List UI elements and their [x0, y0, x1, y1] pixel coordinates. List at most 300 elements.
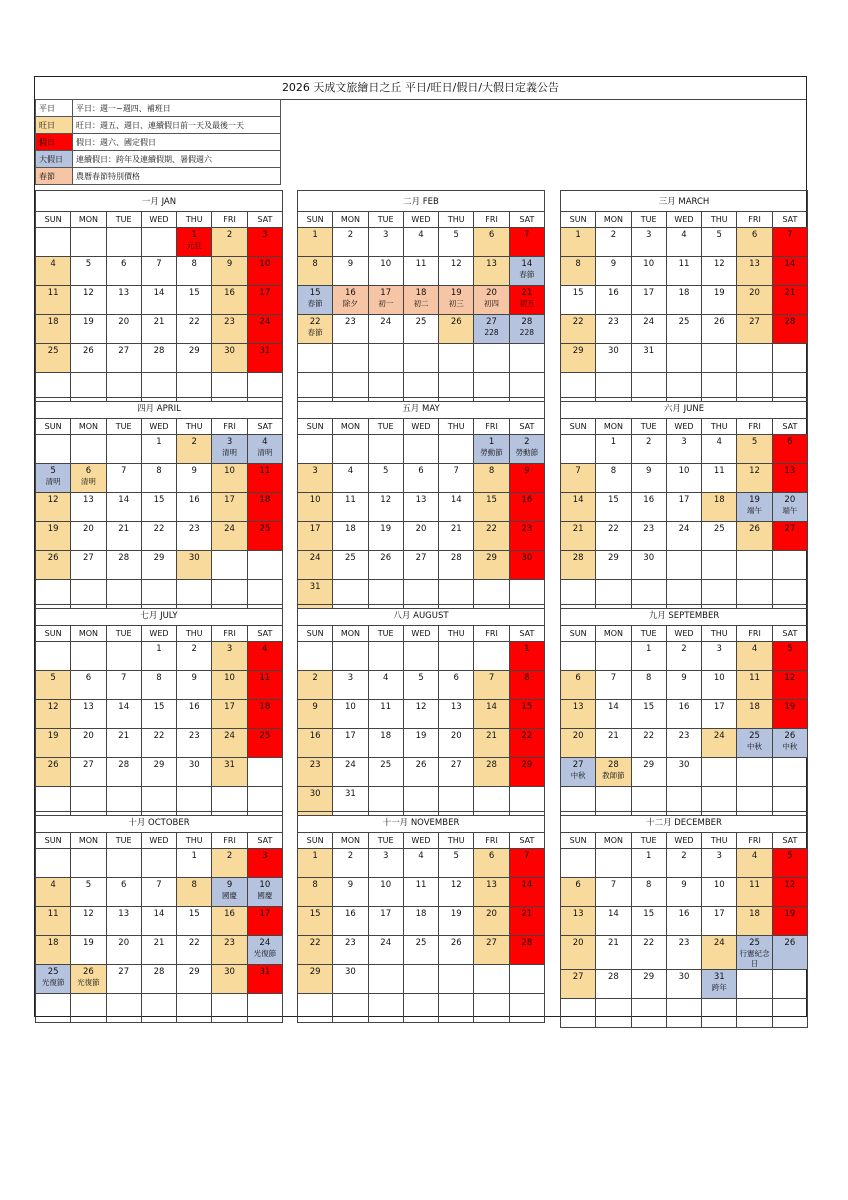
day-number: 12	[784, 880, 796, 890]
weekday-header: WED	[403, 419, 438, 435]
day-cell	[71, 965, 106, 994]
day-cell	[702, 228, 737, 257]
weekday-header: TUE	[631, 419, 666, 435]
day-number: 3	[716, 851, 722, 861]
day-cell	[631, 849, 666, 878]
day-cell	[71, 551, 106, 580]
month-title: 七月 JULY	[36, 605, 283, 626]
day-cell	[177, 257, 212, 286]
day-cell	[403, 936, 438, 965]
day-cell	[772, 257, 807, 286]
day-cell	[333, 907, 368, 936]
day-note: 初三	[448, 299, 464, 308]
day-cell	[333, 522, 368, 551]
weekday-header: WED	[141, 419, 176, 435]
day-number: 7	[787, 230, 793, 240]
day-cell	[772, 700, 807, 729]
month-title-row	[298, 398, 545, 419]
day-cell	[177, 878, 212, 907]
day-cell	[596, 758, 631, 787]
day-cell	[177, 849, 212, 878]
day-number: 21	[153, 317, 165, 327]
legend-row	[36, 168, 281, 185]
day-cell	[212, 464, 247, 493]
month-calendar	[297, 190, 545, 402]
day-number: 29	[643, 760, 655, 770]
day-cell	[509, 849, 544, 878]
weekday-header: THU	[439, 419, 474, 435]
month-title-row	[298, 605, 545, 626]
day-number: 19	[450, 288, 462, 298]
weekday-header: SUN	[561, 419, 596, 435]
day-number: 3	[382, 230, 389, 240]
day-cell	[439, 758, 474, 787]
day-cell	[247, 936, 282, 965]
month-calendar	[35, 190, 283, 402]
day-number: 1	[312, 230, 318, 240]
day-number: 16	[521, 495, 533, 505]
legend-label: 平日	[36, 100, 73, 117]
day-cell	[141, 344, 176, 373]
day-number: 6	[575, 673, 581, 683]
weekday-header: TUE	[106, 626, 141, 642]
day-cell	[561, 700, 596, 729]
day-number: 22	[608, 524, 619, 534]
weekday-header: MON	[71, 212, 106, 228]
week-row	[298, 315, 545, 344]
day-cell	[631, 642, 666, 671]
day-number: 12	[83, 288, 94, 298]
day-cell	[561, 729, 596, 758]
day-number: 28	[153, 346, 165, 356]
day-number: 8	[191, 880, 197, 890]
day-cell	[177, 758, 212, 787]
day-cell	[772, 315, 807, 344]
weekday-header-row	[298, 419, 545, 435]
day-cell	[333, 228, 368, 257]
day-cell	[737, 970, 772, 999]
day-number: 31	[309, 582, 321, 592]
day-number: 27	[486, 317, 497, 327]
day-cell	[702, 671, 737, 700]
day-cell	[177, 642, 212, 671]
day-number: 31	[259, 346, 271, 356]
day-cell	[247, 907, 282, 936]
weekday-header: SAT	[772, 833, 807, 849]
day-number: 20	[83, 731, 94, 741]
day-number: 10	[345, 702, 356, 712]
day-number: 3	[382, 851, 389, 861]
day-number: 23	[678, 938, 690, 948]
day-cell	[666, 315, 701, 344]
day-cell	[212, 493, 247, 522]
legend-desc: 連續假日：跨年及連續假期、暑假週六	[73, 151, 281, 168]
day-cell	[666, 878, 701, 907]
day-number: 9	[681, 880, 687, 890]
day-note: 光復節	[77, 978, 100, 987]
day-number: 2	[347, 230, 354, 240]
day-cell	[36, 671, 71, 700]
day-cell	[333, 257, 368, 286]
day-number: 27	[83, 553, 94, 563]
day-number: 24	[643, 317, 655, 327]
day-number: 2	[191, 437, 197, 447]
day-cell	[247, 700, 282, 729]
week-row	[36, 700, 283, 729]
day-number: 25	[380, 760, 392, 770]
day-number: 16	[678, 909, 690, 919]
day-cell	[702, 999, 737, 1028]
day-cell	[333, 493, 368, 522]
day-cell	[561, 435, 596, 464]
day-number: 14	[608, 909, 619, 919]
week-row	[561, 464, 808, 493]
day-number: 5	[50, 673, 56, 683]
day-cell	[141, 464, 176, 493]
day-cell	[212, 286, 247, 315]
day-number: 18	[47, 938, 59, 948]
day-cell	[36, 849, 71, 878]
day-number: 2	[524, 437, 530, 447]
day-number: 4	[262, 644, 268, 654]
day-cell	[36, 522, 71, 551]
day-cell	[666, 970, 701, 999]
day-number: 27	[118, 967, 130, 977]
day-note: 教師節	[602, 771, 625, 780]
day-cell	[368, 435, 403, 464]
day-cell	[71, 700, 106, 729]
day-cell	[36, 965, 71, 994]
day-cell	[737, 729, 772, 758]
day-cell	[141, 671, 176, 700]
day-number: 12	[380, 495, 392, 505]
day-number: 4	[347, 466, 354, 476]
day-number: 6	[85, 466, 92, 476]
legend-row	[36, 151, 281, 168]
day-number: 29	[643, 972, 655, 982]
day-number: 13	[784, 466, 796, 476]
day-cell	[177, 965, 212, 994]
week-row	[36, 729, 283, 758]
week-row	[298, 551, 545, 580]
day-cell	[141, 257, 176, 286]
day-cell	[596, 970, 631, 999]
month-calendar	[560, 604, 808, 816]
day-cell	[596, 464, 631, 493]
day-number: 23	[345, 938, 356, 948]
day-number: 16	[188, 495, 200, 505]
day-cell	[368, 758, 403, 787]
day-cell	[177, 936, 212, 965]
day-cell	[772, 671, 807, 700]
day-cell	[439, 522, 474, 551]
day-cell	[298, 315, 333, 344]
day-number: 5	[50, 466, 56, 476]
day-cell	[737, 758, 772, 787]
day-cell	[141, 907, 176, 936]
day-number: 8	[312, 259, 318, 269]
day-number: 15	[153, 495, 165, 505]
day-cell	[177, 700, 212, 729]
weekday-header: MON	[71, 419, 106, 435]
day-cell	[772, 493, 807, 522]
day-cell	[596, 522, 631, 551]
day-cell	[212, 435, 247, 464]
day-cell	[474, 493, 509, 522]
day-cell	[212, 671, 247, 700]
day-number: 8	[645, 673, 652, 683]
day-number: 18	[415, 909, 427, 919]
day-cell	[474, 936, 509, 965]
day-number: 24	[259, 317, 271, 327]
weekday-header-row	[36, 626, 283, 642]
day-number: 1	[312, 851, 318, 861]
day-cell	[439, 493, 474, 522]
day-cell	[666, 522, 701, 551]
day-cell	[439, 700, 474, 729]
day-cell	[666, 257, 701, 286]
day-cell	[737, 671, 772, 700]
day-number: 25	[47, 346, 59, 356]
day-cell	[737, 642, 772, 671]
day-number: 13	[749, 259, 760, 269]
day-number: 16	[643, 495, 655, 505]
day-number: 15	[643, 909, 655, 919]
day-cell	[474, 729, 509, 758]
day-number: 19	[47, 524, 59, 534]
week-row	[561, 642, 808, 671]
day-cell	[403, 849, 438, 878]
day-cell	[298, 286, 333, 315]
weekday-header: WED	[666, 626, 701, 642]
day-number: 27	[572, 972, 584, 982]
day-number: 16	[309, 731, 321, 741]
day-cell	[772, 435, 807, 464]
day-cell	[737, 228, 772, 257]
weekday-header: FRI	[212, 833, 247, 849]
day-cell	[106, 849, 141, 878]
weekday-header: SAT	[509, 626, 544, 642]
day-cell	[298, 522, 333, 551]
day-cell	[36, 228, 71, 257]
day-note: 跨年	[711, 983, 727, 992]
day-cell	[177, 671, 212, 700]
day-number: 17	[224, 495, 235, 505]
month-title: 八月 AUGUST	[298, 605, 545, 626]
day-number: 27	[784, 524, 796, 534]
weekday-header: MON	[596, 626, 631, 642]
day-cell	[333, 878, 368, 907]
day-cell	[177, 522, 212, 551]
day-number: 12	[784, 673, 796, 683]
day-number: 22	[572, 317, 584, 327]
day-cell	[177, 493, 212, 522]
day-cell	[71, 729, 106, 758]
day-number: 22	[188, 938, 200, 948]
day-number: 17	[678, 495, 690, 505]
day-cell	[177, 907, 212, 936]
week-row	[298, 671, 545, 700]
day-cell	[702, 435, 737, 464]
day-cell	[666, 671, 701, 700]
day-number: 20	[572, 731, 584, 741]
day-number: 17	[643, 288, 655, 298]
day-number: 13	[415, 495, 427, 505]
legend-desc: 農曆春節特別價格	[73, 168, 281, 185]
day-number: 28	[784, 317, 796, 327]
day-number: 13	[486, 259, 497, 269]
day-cell	[737, 464, 772, 493]
week-row	[561, 522, 808, 551]
day-number: 15	[153, 702, 165, 712]
day-number: 25	[713, 524, 725, 534]
day-number: 28	[521, 317, 533, 327]
day-number: 4	[50, 259, 56, 269]
weekday-header: SAT	[509, 833, 544, 849]
week-row	[298, 849, 545, 878]
week-row	[561, 907, 808, 936]
day-note: 端午	[747, 506, 763, 515]
day-note: 勞動節	[480, 448, 503, 457]
day-cell	[737, 999, 772, 1028]
day-cell	[737, 286, 772, 315]
day-number: 6	[488, 230, 495, 240]
day-cell	[737, 849, 772, 878]
day-cell	[439, 671, 474, 700]
day-number: 24	[224, 731, 235, 741]
day-number: 3	[716, 644, 722, 654]
day-number: 20	[415, 524, 427, 534]
week-row	[36, 907, 283, 936]
day-number: 9	[312, 702, 318, 712]
day-cell	[247, 493, 282, 522]
day-cell	[702, 758, 737, 787]
week-row	[36, 965, 283, 994]
day-cell	[474, 878, 509, 907]
day-cell	[106, 228, 141, 257]
day-cell	[36, 257, 71, 286]
day-number: 25	[415, 317, 427, 327]
day-number: 23	[345, 317, 356, 327]
weekday-header: THU	[439, 626, 474, 642]
day-cell	[702, 286, 737, 315]
day-cell	[666, 493, 701, 522]
day-cell	[298, 551, 333, 580]
day-cell	[298, 994, 333, 1023]
day-number: 9	[226, 880, 233, 890]
day-cell	[631, 522, 666, 551]
day-cell	[561, 228, 596, 257]
day-number: 30	[224, 346, 235, 356]
day-cell	[561, 257, 596, 286]
day-cell	[36, 700, 71, 729]
day-cell	[439, 642, 474, 671]
day-cell	[631, 671, 666, 700]
day-cell	[333, 700, 368, 729]
day-cell	[298, 228, 333, 257]
day-cell	[212, 257, 247, 286]
day-cell	[631, 729, 666, 758]
day-number: 18	[713, 495, 725, 505]
week-row	[298, 965, 545, 994]
day-cell	[36, 435, 71, 464]
day-number: 14	[118, 702, 130, 712]
week-row	[298, 286, 545, 315]
day-number: 3	[681, 437, 687, 447]
day-cell	[772, 970, 807, 999]
day-cell	[36, 936, 71, 965]
day-cell	[403, 464, 438, 493]
day-number: 29	[188, 346, 200, 356]
week-row	[36, 671, 283, 700]
day-number: 30	[643, 553, 655, 563]
day-number: 19	[784, 909, 796, 919]
day-cell	[141, 878, 176, 907]
day-cell	[141, 642, 176, 671]
day-number: 24	[224, 524, 235, 534]
day-cell	[141, 700, 176, 729]
day-number: 24	[345, 760, 356, 770]
day-cell	[509, 700, 544, 729]
month-title: 六月 JUNE	[561, 398, 808, 419]
day-number: 30	[224, 967, 235, 977]
day-note: 春節	[307, 328, 323, 337]
day-cell	[106, 464, 141, 493]
day-cell	[596, 849, 631, 878]
day-number: 13	[572, 702, 584, 712]
weekday-header: SAT	[509, 212, 544, 228]
day-number: 30	[345, 967, 356, 977]
day-cell	[702, 551, 737, 580]
day-cell	[298, 671, 333, 700]
day-number: 24	[713, 938, 725, 948]
day-note: 中秋	[747, 742, 763, 751]
weekday-header: SUN	[298, 419, 333, 435]
day-number: 21	[118, 524, 130, 534]
day-cell	[106, 493, 141, 522]
day-cell	[177, 286, 212, 315]
day-number: 17	[713, 909, 725, 919]
day-number: 21	[572, 524, 584, 534]
weekday-header: SUN	[36, 833, 71, 849]
day-number: 28	[608, 760, 619, 770]
day-number: 28	[118, 760, 130, 770]
legend-label: 大假日	[36, 151, 73, 168]
day-number: 10	[380, 880, 392, 890]
weekday-header-row	[298, 833, 545, 849]
day-cell	[368, 344, 403, 373]
day-number: 20	[749, 288, 760, 298]
day-cell	[509, 344, 544, 373]
day-cell	[36, 907, 71, 936]
day-cell	[666, 286, 701, 315]
week-row	[298, 936, 545, 965]
day-number: 6	[575, 880, 581, 890]
month-calendar	[35, 397, 283, 609]
day-cell	[403, 493, 438, 522]
day-cell	[71, 758, 106, 787]
day-cell	[247, 435, 282, 464]
day-cell	[474, 849, 509, 878]
day-number: 23	[608, 317, 619, 327]
day-number: 9	[347, 880, 354, 890]
day-cell	[596, 435, 631, 464]
day-note: 228	[519, 328, 534, 337]
day-note: 初五	[519, 299, 535, 308]
day-number: 11	[47, 909, 59, 919]
day-number: 27	[415, 553, 427, 563]
weekday-header: TUE	[368, 626, 403, 642]
